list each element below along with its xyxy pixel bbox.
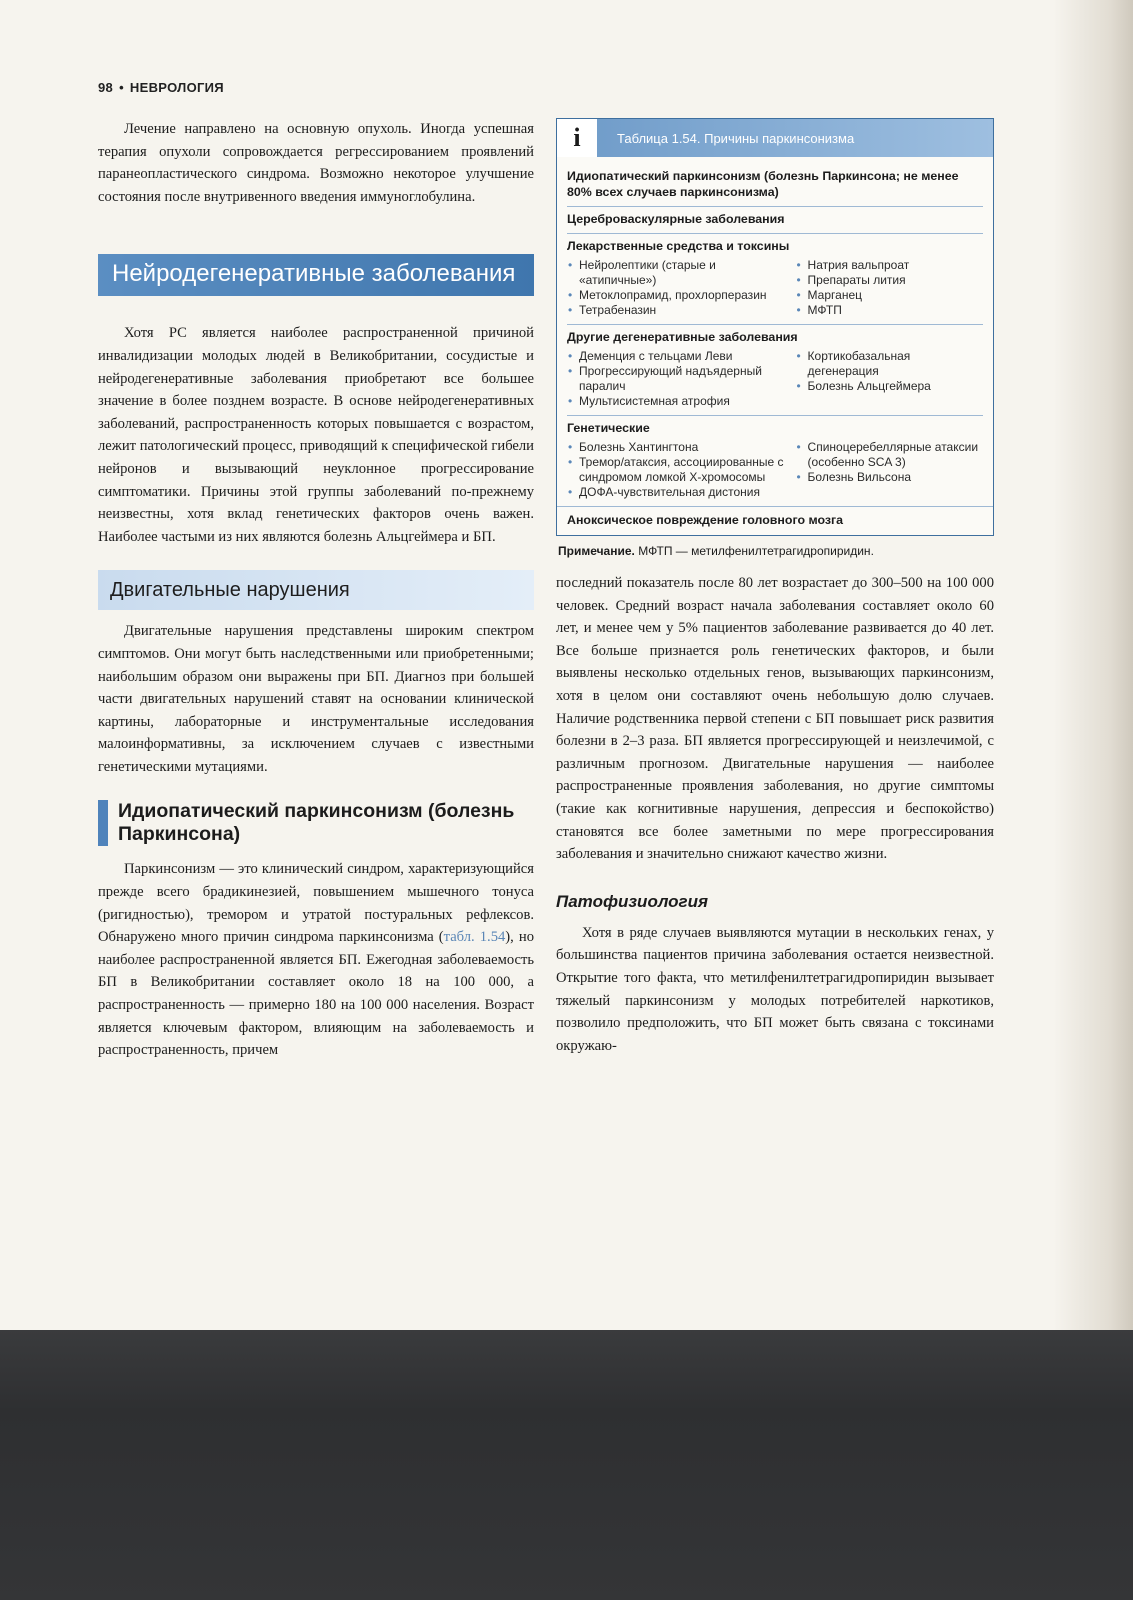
header-separator: • [119,80,124,95]
pathophysiology-heading: Патофизиология [556,891,709,911]
pathophysiology-paragraph: Хотя в ряде случаев выявляются мутации в нескольких генах, у большинства пациентов причина заболевания остается неизвестной. Открытие того факта, что метилфенилтетрагидропиридин вызывает тяжелый паркинсонизм у молодых потребителей наркотиков, позволило предположить, что БП может быть связана с токсинами окружаю- [556,924,994,1054]
genetic-list-col1 [567,440,788,500]
continuation-paragraph: последний показатель после 80 лет возрастает до 300–500 на 100 000 человек. Средний возраст начала заболевания составляет около 60 лет, и менее чем у 5% пациентов заболевание развивается до 40 лет. Все больше признается роль генетических факторов, и были выявлены несколько отдельных генов, вызывающих паркинсонизм, хотя в целом они составляют очень небольшую долю случаев. Наличие родственника первой степени с БП повышает риск развития болезни в 2–3 раза. БП является прогрессирующей и неизлечимой, с различным прогнозом. Двигательные нарушения — наиболее распространенные проявления заболевания, но другие симптомы (такие как когнитивные нарушения, депрессия и беспокойство) становятся все более заметными по мере прогрессирования заболевания и значительно снижают качество жизни. [556,575,994,863]
list-item: • Кортикобазальная дегенерация [796,349,983,379]
neurodegenerative-heading: Нейродегенеративные заболевания [98,254,534,296]
list-item: • Препараты лития [796,273,983,288]
drugs-list [567,258,983,318]
degenerative-list-col1 [567,349,788,409]
list-item: • МФТП [796,303,983,318]
list-item: • Болезнь Хантингтона [567,440,788,455]
list-item: • Натрия вальпроат [796,258,983,273]
degenerative-list [567,349,983,409]
scanner-background [0,1330,1133,1600]
info-icon: i [557,119,597,157]
neurodegenerative-paragraph: Хотя РС является наиболее распространенной причиной инвалидизации молодых людей в Великобритании, сосудистые и нейродегенеративные заболевания приобретают все большее значение в более позднем возрасте. В основе нейродегенеративных заболеваний, распространенность которых повышается с возрастом, лежит патологический процесс, приводящий к специфической гибели нейронов и вызывающий неуклонное прогрессирование симптоматики. Причины этой группы заболеваний по-прежнему неизвестны, хотя вклад генетических факторов очень важен. Наиболее частыми из них являются болезнь Альцгеймера и БП. [98,325,534,545]
list-item: • Спиноцеребеллярные атаксии (особенно SCA 3) [796,440,983,470]
note-label: Примечание. [558,544,635,558]
genetic-list-col2 [796,440,983,500]
left-column [98,118,534,1062]
list-item: • Нейролептики (старые и «атипичные») [567,258,788,288]
page-binding-shadow [1053,0,1133,1330]
intro-paragraph: Лечение направлено на основную опухоль. Иногда успешная терапия опухоли сопровождается регрессированием проявлений паранеопластического синдрома. Возможно некоторое улучшение состояния после внутривенного введения иммуноглобулина. [98,121,534,205]
list-item: • Деменция с тельцами Леви [567,349,788,364]
section-title: НЕВРОЛОГИЯ [129,80,224,95]
list-item: • ДОФА-чувствительная дистония [567,485,788,500]
table-row-genetic: Генетические [567,415,983,436]
parkinson-heading: Идиопатический паркинсонизм (болезнь Паркинсона) [98,800,534,846]
motor-disorders-heading: Двигательные нарушения [98,570,534,610]
drugs-list-col1 [567,258,788,318]
table-row-cerebrovascular: Цереброваскулярные заболевания [567,206,983,227]
table-body [557,157,993,506]
list-item: • Тремор/атаксия, ассоциированные с синдромом ломкой Х-хромосомы [567,455,788,485]
page-header [98,80,224,95]
parkinsonism-text-end: ), но наиболее распространенной является БП. Ежегодная заболеваемость БП в Великобритании составляет около 18 на 100 000, а распространенность — примерно 180 на 100 000 населения. Возраст является ключевым фактором, влияющим на заболеваемость и распространенность, причем [98,929,534,1059]
table-note [558,544,994,558]
table-title: Таблица 1.54. Причины паркинсонизма [617,130,855,146]
genetic-list [567,440,983,500]
table-parkinsonism-causes [556,118,994,536]
table-reference-link[interactable]: табл. 1.54 [443,929,506,946]
list-item: • Тетрабеназин [567,303,788,318]
list-item: • Болезнь Вильсона [796,470,983,485]
list-item: • Метоклопрамид, прохлорперазин [567,288,788,303]
motor-disorders-paragraph: Двигательные нарушения представлены широким спектром симптомов. Они могут быть наследственными или приобретенными; наибольшим образом они выражены при БП. Диагноз при большей части двигательных нарушений ставят на основании клинической картины, лабораторные и инструментальные исследования малоинформативны, за исключением случаев с известными генетическими мутациями. [98,623,534,775]
table-row-degenerative: Другие дегенеративные заболевания [567,324,983,345]
degenerative-list-col2 [796,349,983,409]
table-header [557,119,993,157]
drugs-list-col2 [796,258,983,318]
table-row-drugs: Лекарственные средства и токсины [567,233,983,254]
parkinsonism-paragraph [98,858,534,1061]
table-row-anoxic: Аноксическое повреждение головного мозга [557,506,993,535]
right-column [556,118,994,1057]
list-item: • Прогрессирующий надъядерный паралич [567,364,788,394]
list-item: • Марганец [796,288,983,303]
list-item: • Мультисистемная атрофия [567,394,788,409]
note-text: МФТП — метилфенилтетрагидропиридин. [638,544,874,558]
page-number: 98 [98,80,114,95]
list-item: • Болезнь Альцгеймера [796,379,983,394]
table-row-idiopathic: Идиопатический паркинсонизм (болезнь Паркинсона; не менее 80% всех случаев паркинсонизма) [567,169,959,199]
parkinsonism-text-start: Паркинсонизм — это клинический синдром, характеризующийся прежде всего брадикинезией, повышением мышечного тонуса (ригидностью), тремором и утратой постуральных рефлексов. Обнаружено много причин синдрома паркинсонизма ( [98,861,534,946]
